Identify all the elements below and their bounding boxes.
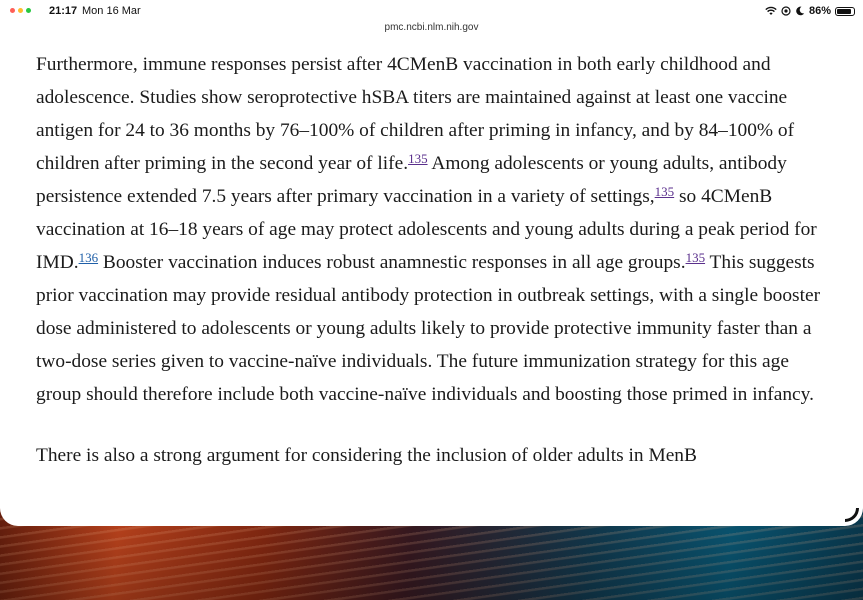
battery-percent: 86% (808, 5, 831, 17)
citation-link[interactable]: 136 (78, 250, 99, 265)
paragraph-text: so 4CMenB vaccination at 16–18 years of age may protect adolescents and young adults during a peak period for IMD. (36, 186, 817, 273)
wifi-icon (765, 6, 777, 16)
paragraph-text: This suggests prior vaccination may provide residual antibody protection in outbreak settings, with a single booster dose administered to adolescents or young adults likely to provide protective immunity faster than a two-dose series given to vaccine-naïve individuals. The future immunization strategy for this age group should therefore include both vaccine-naïve individuals and boosting those primed in infancy. (36, 252, 821, 405)
moon-icon (795, 6, 805, 16)
paragraph-text: Among adolescents or young adults, antibody persistence extended 7.5 years after primary vaccination in a variety of settings, (36, 153, 787, 207)
focus-icon (781, 6, 791, 16)
status-date: Mon 16 Mar (82, 5, 141, 17)
url-text[interactable]: pmc.ncbi.nlm.nih.gov (384, 22, 479, 33)
citation-ref[interactable] (79, 250, 99, 265)
citation-ref[interactable] (686, 250, 706, 265)
paragraph-text: Furthermore, immune responses persist after 4CMenB vaccination in both early childhood and adolescence. Studies show seroprotective hSBA titers are maintained against at least one vaccine antigen for 24 to 36 months by 76–100% of children after priming in infancy, and by 84–100% of children after priming in the second year of life. (36, 54, 795, 174)
paragraph-text: Booster vaccination induces robust anamnestic responses in all age groups. (98, 252, 686, 273)
address-bar[interactable] (0, 22, 863, 39)
paragraph (36, 48, 836, 411)
citation-link[interactable]: 135 (654, 184, 675, 199)
dot-yellow (18, 8, 23, 13)
status-icons (765, 5, 855, 17)
dot-red (10, 8, 15, 13)
status-bar (0, 0, 863, 22)
multitasking-dots[interactable] (10, 8, 31, 13)
citation-link[interactable]: 135 (685, 250, 706, 265)
citation-ref[interactable] (655, 184, 675, 199)
battery-icon (835, 7, 855, 16)
article-body (36, 48, 836, 472)
status-time: 21:17 (49, 5, 78, 17)
web-page[interactable] (0, 38, 863, 526)
dot-green (26, 8, 31, 13)
citation-ref[interactable] (408, 151, 428, 166)
citation-link[interactable]: 135 (408, 151, 428, 166)
paragraph-partial: There is also a strong argument for considering the inclusion of older adults in MenB (36, 445, 697, 466)
window-resize-handle[interactable] (845, 508, 859, 522)
